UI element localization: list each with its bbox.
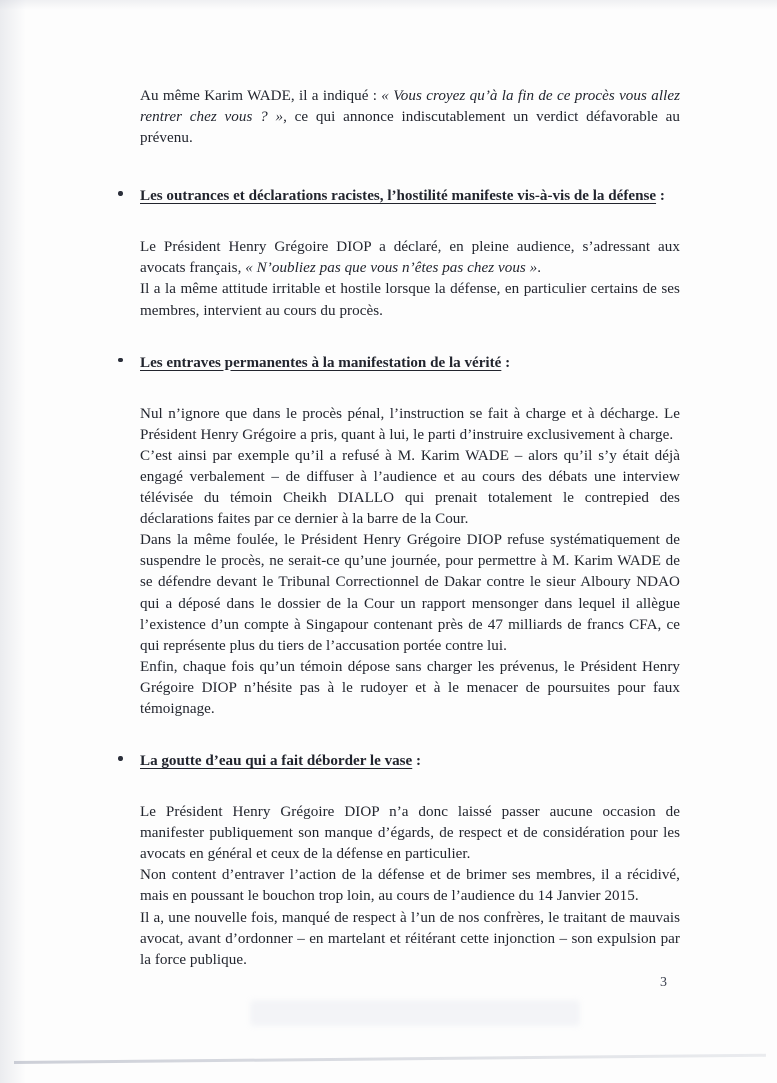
paragraph-quote-text: « N’oubliez pas que vous n’êtes pas chez vous » xyxy=(245,260,538,277)
section-paragraph: C’est ainsi par exemple qu’il a refusé à M. Karim WADE – alors qu’il s’y était déjà engagé verbalement – de diffuser à l’audience et au cours des débats une interview télévisée du témoin Cheikh DIALLO qui prenait totalement le contrepied des déclarations faites par ce dernier à la barre de la Cour. xyxy=(140,447,680,528)
scan-edge-shadow-top xyxy=(0,0,777,10)
intro-paragraph-block xyxy=(140,86,680,149)
bullet-point-icon xyxy=(118,191,123,196)
section-paragraph: Non content d’entraver l’action de la défense et de brimer ses membres, il a récidivé, mais en poussant le bouchon trop loin, au cours de l’audience du 14 Janvier 2015. xyxy=(140,867,680,905)
section-heading-underlined-label: La goutte d’eau qui a fait déborder le vase xyxy=(140,753,413,770)
spacer xyxy=(140,207,680,237)
spacer xyxy=(140,772,680,802)
section-paragraph: Le Président Henry Grégoire DIOP n’a donc laissé passer aucune occasion de manifester publiquement son manque d’égards, de respect et de considération pour les avocats en général et ceux de la défense en particulier. xyxy=(140,804,680,863)
section-heading-suffix: : xyxy=(501,354,511,371)
intro-tail-text: , ce qui annonce indiscutablement un verdict défavorable au prévenu. xyxy=(140,109,680,147)
scan-edge-line-bottom xyxy=(14,1054,766,1064)
section-heading-text xyxy=(140,750,680,772)
section-heading-underlined-label: Les entraves permanentes à la manifestation de la vérité xyxy=(140,354,502,371)
scan-ghost-artifact xyxy=(250,1000,580,1026)
spacer xyxy=(140,149,680,185)
bullet-point-icon xyxy=(118,756,123,761)
spacer xyxy=(140,720,680,750)
scan-edge-shadow-left xyxy=(0,0,26,1083)
intro-paragraph xyxy=(140,86,680,149)
section-heading-suffix: : xyxy=(656,188,665,205)
spacer xyxy=(140,322,680,352)
section-paragraph: Enfin, chaque fois qu’un témoin dépose sans charger les prévenus, le Président Henry Grégoire DIOP n’hésite pas à le rudoyer et à le menacer de poursuites pour faux témoignage. xyxy=(140,658,680,717)
section-paragraph: Il a, une nouvelle fois, manqué de respect à l’un de nos confrères, le traitant de mauvais avocat, avant d’ordonner – en martelant et réitérant cette injonction – son expulsion par la force publique. xyxy=(140,909,680,968)
intro-quote-text: « Vous croyez qu’à la fin de ce procès vous allez rentrer chez vous ? » xyxy=(140,88,680,126)
section-heading-underlined-label: Les outrances et déclarations racistes, l’hostilité manifeste vis-à-vis de la défense xyxy=(140,188,657,205)
bullet-point-icon xyxy=(118,358,123,363)
section-paragraph: Nul n’ignore que dans le procès pénal, l’instruction se fait à charge et à décharge. Le Président Henry Grégoire a pris, quant à lui, le parti d’instruire exclusivement à charge. xyxy=(140,405,680,443)
document-text-column xyxy=(140,86,680,971)
section-heading-text xyxy=(140,352,680,374)
spacer xyxy=(140,374,680,404)
intro-lead-text: Au même Karim WADE, il a indiqué : xyxy=(140,88,382,104)
section-heading-suffix: : xyxy=(412,753,422,770)
paragraph-lead-text: Le Président Henry Grégoire DIOP a déclaré, en pleine audience, s’adressant aux avocats français, xyxy=(140,239,680,277)
section-heading-entraves xyxy=(140,352,680,374)
section-paragraph: Il a la même attitude irritable et hostile lorsque la défense, en particulier certains de ses membres, intervient au cours du procès. xyxy=(140,281,680,319)
section-heading-goutte-deau xyxy=(140,750,680,772)
section-heading-text xyxy=(140,185,680,207)
section-heading-outrances xyxy=(140,185,680,207)
paragraph-tail-text: . xyxy=(537,260,542,277)
section-paragraph: Dans la même foulée, le Président Henry Grégoire DIOP refuse systématiquement de suspendre le procès, ne serait-ce qu’une journée, pour permettre à M. Karim WADE de se défendre devant le Tribunal Correctionnel de Dakar contre le sieur Alboury NDAO qui a déposé dans le dossier de la Cour un rapport mensonger dans lequel il allègue l’existence d’un compte à Singapour contenant près de 47 milliards de francs CFA, ce qui représente plus du tiers de l’accusation portée contre lui. xyxy=(140,532,680,654)
section-paragraph xyxy=(140,237,680,279)
page-number: 3 xyxy=(660,975,667,990)
